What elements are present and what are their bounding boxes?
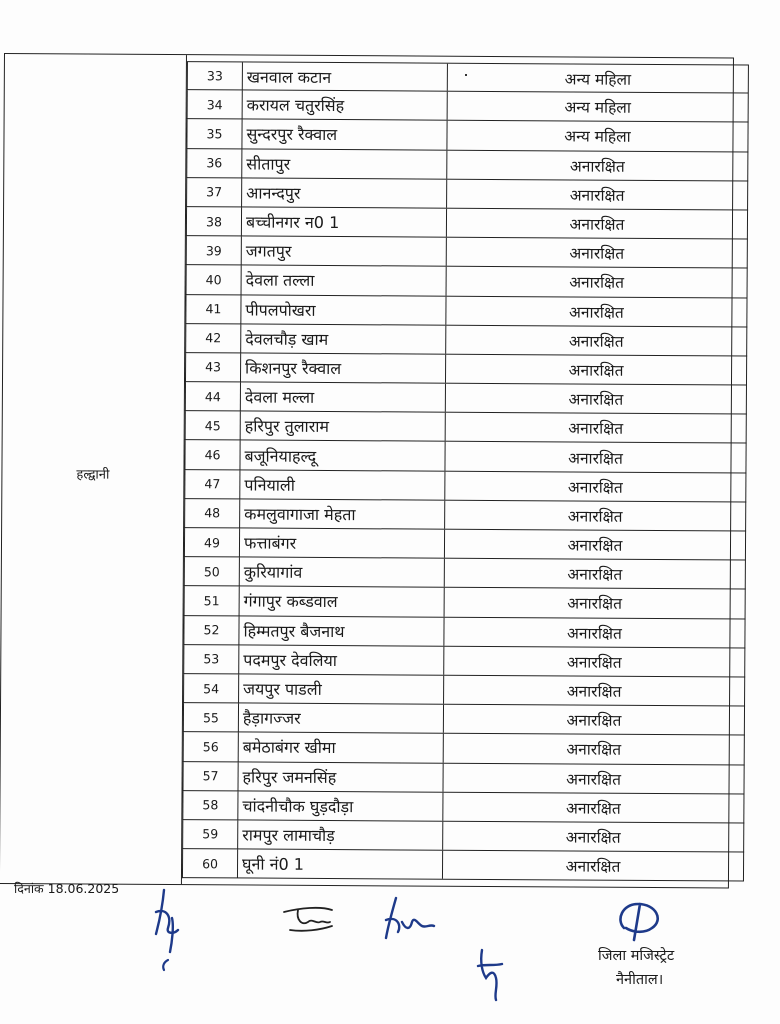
panchayat-name: बच्चीनगर न0 1 bbox=[242, 207, 447, 236]
table-row bbox=[186, 119, 748, 152]
reservation-category: अनारक्षित bbox=[567, 507, 623, 526]
designation-title: जिला मजिस्ट्रेट bbox=[598, 948, 675, 964]
serial-number: 49 bbox=[185, 528, 240, 557]
designation-place: नैनीताल। bbox=[616, 972, 664, 988]
table-row bbox=[183, 645, 745, 678]
reservation-category: अनारक्षित bbox=[566, 740, 622, 760]
table-row bbox=[185, 295, 747, 328]
panchayat-name: बजूनियाहल्दू bbox=[240, 441, 445, 470]
table-row bbox=[186, 265, 748, 298]
serial-number: 47 bbox=[185, 470, 240, 499]
panchayat-name: फत्ताबंगर bbox=[240, 528, 445, 557]
reservation-category: अनारक्षित bbox=[569, 186, 625, 205]
serial-number: 41 bbox=[186, 295, 241, 324]
serial-number: 38 bbox=[187, 207, 242, 236]
reservation-category: अन्य महिला bbox=[564, 98, 631, 118]
table-row bbox=[184, 499, 746, 532]
reservation-category: अनारक्षित bbox=[568, 303, 624, 322]
panchayat-name: आनन्दपुर bbox=[242, 178, 447, 207]
serial-number: 44 bbox=[186, 382, 241, 411]
panchayat-name: घूनी नं0 1 bbox=[238, 850, 443, 879]
serial-number: 36 bbox=[187, 149, 242, 178]
serial-number: 39 bbox=[187, 236, 242, 265]
table-row bbox=[185, 353, 747, 386]
panchayat-name: देवलचौड़ खाम bbox=[241, 324, 446, 353]
panchayat-name: सुन्दरपुर रैक्वाल bbox=[242, 120, 447, 149]
serial-number: 57 bbox=[184, 762, 239, 791]
serial-number: 40 bbox=[187, 265, 242, 294]
block-column bbox=[0, 54, 187, 884]
block-name: हल्द्वानी bbox=[76, 467, 110, 483]
table-rows bbox=[182, 61, 749, 882]
panchayat-name: किशनपुर रैक्वाल bbox=[241, 353, 446, 382]
table-row bbox=[182, 820, 744, 853]
serial-number: 33 bbox=[188, 62, 243, 90]
table-row bbox=[182, 791, 744, 824]
signature-2 bbox=[280, 900, 340, 940]
reservation-category: अन्य महिला bbox=[564, 127, 631, 147]
table-row bbox=[186, 178, 748, 211]
table-row bbox=[183, 732, 745, 765]
panchayat-name: हैड़ागज्जर bbox=[239, 704, 444, 733]
panchayat-name: देवला तल्ला bbox=[242, 266, 447, 295]
panchayat-name: करायल चतुरसिंह bbox=[243, 91, 448, 120]
table-row bbox=[183, 674, 745, 707]
serial-number: 54 bbox=[184, 674, 239, 703]
serial-number: 58 bbox=[183, 791, 238, 820]
table-row bbox=[184, 470, 746, 503]
table-row bbox=[186, 149, 748, 182]
serial-number: 53 bbox=[184, 645, 239, 674]
reservation-category: अनारक्षित bbox=[567, 478, 623, 497]
signature-3 bbox=[382, 892, 442, 947]
table-row bbox=[183, 703, 745, 736]
panchayat-name: पीपलपोखरा bbox=[241, 295, 446, 324]
serial-number: 37 bbox=[187, 178, 242, 207]
reservation-category: अनारक्षित bbox=[565, 857, 621, 876]
serial-number: 42 bbox=[186, 324, 241, 353]
reservation-category: अनारक्षित bbox=[565, 799, 621, 818]
panchayat-name: जगतपुर bbox=[242, 237, 447, 266]
serial-number: 52 bbox=[184, 616, 239, 645]
serial-number: 60 bbox=[183, 849, 238, 878]
table-row bbox=[186, 207, 748, 240]
table-row bbox=[184, 528, 746, 561]
panchayat-name: जयपुर पाडली bbox=[239, 674, 444, 703]
reservation-category: अन्य महिला bbox=[564, 70, 632, 89]
table-row bbox=[184, 441, 746, 474]
reservation-category: अनारक्षित bbox=[568, 390, 624, 409]
serial-number: 51 bbox=[185, 586, 240, 615]
reservation-category: अनारक्षित bbox=[569, 215, 625, 234]
table-row bbox=[182, 762, 744, 795]
panchayat-name: पदमपुर देवलिया bbox=[239, 645, 444, 674]
reservation-category: अनारक्षित bbox=[569, 273, 625, 293]
date-label: दिनांक 18.06.2025 bbox=[14, 881, 120, 896]
reservation-category: अनारक्षित bbox=[569, 157, 625, 176]
reservation-category: अनारक्षित bbox=[567, 594, 623, 614]
reservation-category: अनारक्षित bbox=[568, 361, 624, 380]
serial-number: 43 bbox=[186, 353, 241, 382]
serial-number: 35 bbox=[187, 119, 242, 148]
table-row bbox=[185, 382, 747, 415]
panchayat-name: रामपुर लामाचौड़ bbox=[238, 820, 443, 849]
signature-dm bbox=[612, 898, 668, 944]
reservation-category: अनारक्षित bbox=[566, 770, 622, 789]
reservation-category: अनारक्षित bbox=[569, 244, 625, 264]
reservation-category: अनारक्षित bbox=[566, 653, 622, 672]
reservation-category: अनारक्षित bbox=[568, 448, 623, 468]
reservation-category: अनारक्षित bbox=[567, 565, 623, 585]
reservation-category: अनारक्षित bbox=[567, 624, 622, 643]
panchayat-name: खनवाल कटान bbox=[243, 62, 448, 90]
panchayat-name: गंगापुर कब्डवाल bbox=[240, 587, 445, 616]
table-row bbox=[186, 236, 748, 269]
table-row bbox=[182, 849, 744, 882]
panchayat-name: हिम्मतपुर बैजनाथ bbox=[239, 616, 444, 645]
reservation-category: अनारक्षित bbox=[566, 711, 622, 731]
panchayat-name: चांदनीचौक घुड़दौड़ा bbox=[238, 791, 443, 820]
reservation-table bbox=[0, 53, 734, 888]
panchayat-name: हरिपुर तुलाराम bbox=[241, 412, 446, 441]
panchayat-name: पनियाली bbox=[240, 470, 445, 499]
reservation-category: अनारक्षित bbox=[568, 419, 624, 439]
serial-number: 34 bbox=[188, 90, 243, 119]
signature-4 bbox=[472, 944, 512, 1004]
serial-number: 56 bbox=[184, 732, 239, 761]
table-row bbox=[185, 411, 747, 444]
reservation-category: अनारक्षित bbox=[565, 828, 621, 847]
designation-block bbox=[598, 944, 674, 992]
serial-number: 45 bbox=[186, 411, 241, 440]
panchayat-name: बमेठाबंगर खीमा bbox=[239, 733, 444, 762]
reservation-category: अनारक्षित bbox=[567, 536, 623, 555]
serial-number: 55 bbox=[184, 703, 239, 732]
panchayat-name: कुरियागांव bbox=[240, 558, 445, 587]
serial-number: 59 bbox=[183, 820, 238, 849]
serial-number: 48 bbox=[185, 499, 240, 528]
table-row bbox=[185, 324, 747, 357]
serial-number: 46 bbox=[185, 441, 240, 470]
table-row bbox=[183, 616, 745, 649]
table-row bbox=[187, 61, 749, 94]
panchayat-name: कमलुवागाजा मेहता bbox=[240, 499, 445, 528]
panchayat-name: हरिपुर जमनसिंह bbox=[239, 762, 444, 791]
panchayat-name: देवला मल्ला bbox=[241, 383, 446, 412]
serial-number: 50 bbox=[185, 557, 240, 586]
panchayat-name: सीतापुर bbox=[242, 149, 447, 178]
table-row bbox=[184, 586, 746, 619]
table-row bbox=[184, 557, 746, 590]
signature-1 bbox=[150, 882, 190, 972]
reservation-category: अनारक्षित bbox=[568, 332, 624, 351]
table-row bbox=[187, 90, 749, 123]
reservation-category: अनारक्षित bbox=[566, 682, 622, 701]
